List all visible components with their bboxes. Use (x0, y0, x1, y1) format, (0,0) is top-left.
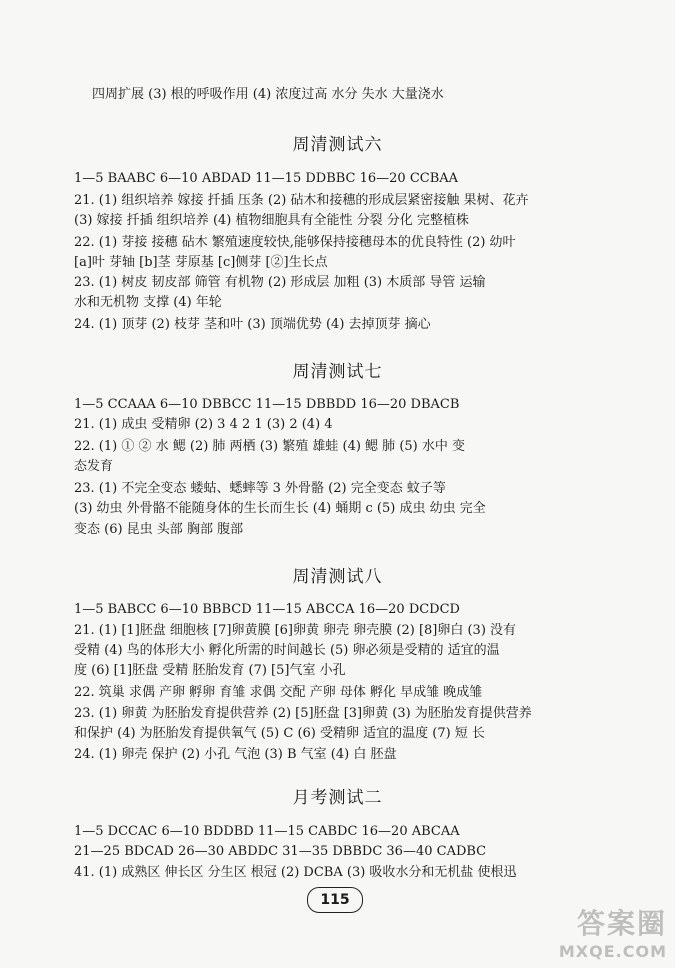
answer-line: 24. (1) 顶芽 (2) 枝芽 茎和叶 (3) 顶端优势 (4) 去掉顶芽 摘心 (74, 317, 431, 332)
answer-line: 23. (1) 树皮 韧皮部 筛管 有机物 (2) 形成层 加粗 (3) 木质部 导管 运输 (74, 275, 486, 290)
answer-line: 22. (1) ① ② 水 鳃 (2) 肺 两栖 (3) 繁殖 雄蛙 (4) 鳃 肺 (5) 水中 变 (74, 439, 465, 454)
answer-line: 23. (1) 卵黄 为胚胎发育提供营养 (2) [5]胚盘 [3]卵黄 (3) 为胚胎发育提供营养 (74, 706, 532, 721)
answer-line: 41. (1) 成熟区 伸长区 分生区 根冠 (2) DCBA (3) 吸收水分和无机盐 使根迅 (74, 865, 517, 880)
intro-line: 四周扩展 (3) 根的呼吸作用 (4) 浓度过高 水分 失水 大量浇水 (92, 87, 444, 102)
answer-line: 态发育 (74, 459, 114, 474)
watermark-logo (517, 902, 667, 962)
section-title-8: 周清测试八 (292, 567, 383, 587)
answer-line: 1—5 CCAAA 6—10 DBBCC 11—15 DBBDD 16—20 DBACB (74, 397, 460, 412)
answer-line: 1—5 BAABC 6—10 ABDAD 11—15 DDBBC 16—20 CCBAA (74, 171, 459, 186)
answer-line: 21. (1) 成虫 受精卵 (2) 3 4 2 1 (3) 2 (4) 4 (74, 417, 333, 432)
answer-line: 变态 (6) 昆虫 头部 胸部 腹部 (74, 522, 244, 537)
answer-line: 21. (1) [1]胚盘 细胞核 [7]卵黄膜 [6]卵黄 卵壳 卵壳膜 (2) [8]卵白 (3) 没有 (74, 623, 517, 638)
answer-line: 1—5 BABCC 6—10 BBBCD 11—15 ABCCA 16—20 DCDCD (74, 602, 460, 617)
watermark-main: 答案圈 (576, 907, 667, 940)
page-number: 115 (307, 887, 363, 913)
section-title-7: 周清测试七 (292, 362, 383, 382)
answer-line: 21—25 BDCAD 26—30 ABDDC 31—35 DBBDC 36—40 CADBC (74, 844, 487, 859)
answer-line: 和保护 (4) 为胚胎发育提供氧气 (5) C (6) 受精卵 适宜的温度 (7) 短 长 (74, 726, 485, 741)
answer-line: 1—5 DCCAC 6—10 BDDBD 11—15 CABDC 16—20 ABCAA (74, 824, 460, 839)
answer-line: 21. (1) 组织培养 嫁接 扦插 压条 (2) 砧木和接穗的形成层紧密接触 果树、花卉 (74, 193, 529, 208)
section-title-monthly-2: 月考测试二 (292, 788, 383, 808)
answer-line: 受精 (4) 鸟的体形大小 孵化所需的时间越长 (5) 卵必须是受精的 适宜的温 (74, 643, 500, 658)
section-title-6: 周清测试六 (292, 135, 383, 155)
answer-line: 23. (1) 不完全变态 蝼蛄、蟋蟀等 3 外骨骼 (2) 完全变态 蚊子等 (74, 481, 446, 496)
watermark-url: MXQE.COM (558, 942, 667, 961)
answer-line: 22. (1) 芽接 接穗 砧木 繁殖速度较快,能够保持接穗母本的优良特性 (2) 幼叶 (74, 235, 516, 250)
answer-line: [a]叶 芽轴 [b]茎 芽原基 [c]侧芽 [②]生长点 (74, 255, 328, 270)
answer-line: 度 (6) [1]胚盘 受精 胚胎发育 (7) [5]气室 小孔 (74, 663, 346, 678)
answer-line: 22. 筑巢 求偶 产卵 孵卵 育雏 求偶 交配 产卵 母体 孵化 早成雏 晚成雏 (74, 685, 483, 700)
answer-line: (3) 嫁接 扦插 组织培养 (4) 植物细胞具有全能性 分裂 分化 完整植株 (74, 213, 469, 228)
answer-line: 水和无机物 支撑 (4) 年轮 (74, 295, 222, 310)
answer-line: (3) 幼虫 外骨骼不能随身体的生长而生长 (4) 蛹期 c (5) 成虫 幼虫 完全 (74, 501, 486, 516)
answer-line: 24. (1) 卵壳 保护 (2) 小孔 气泡 (3) B 气室 (4) 白 胚盘 (74, 747, 397, 762)
